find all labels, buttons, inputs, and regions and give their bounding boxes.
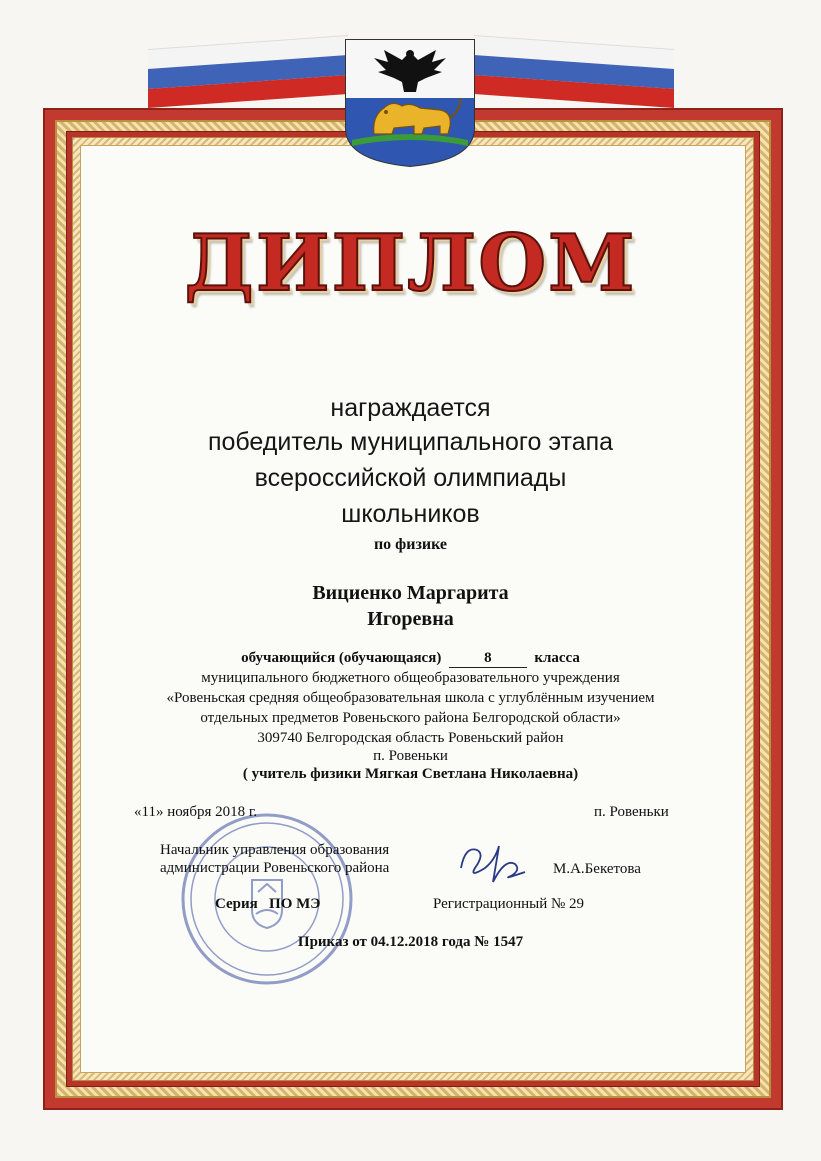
issue-date: «11» ноября 2018 г.	[134, 804, 258, 820]
award-line-2: победитель муниципального этапа	[207, 428, 614, 456]
grade-suffix: класса	[534, 650, 580, 666]
award-line-3: всероссийской олимпиады	[254, 464, 567, 492]
teacher-line: ( учитель физики Мягкая Светлана Николаевна)	[242, 766, 579, 782]
russian-flag-right	[474, 35, 674, 107]
russian-flag-left	[148, 35, 348, 107]
order-line: Приказ от 04.12.2018 года № 1547	[297, 934, 524, 950]
grade-line	[0, 650, 821, 668]
award-line-1: награждается	[330, 394, 491, 422]
series: Серия ПО МЭ	[215, 896, 321, 912]
issue-place: п. Ровеньки	[594, 804, 669, 820]
signature-icon	[455, 838, 530, 888]
school-line-2: «Ровеньская средняя общеобразовательная школа с углублённым изучением	[166, 690, 655, 706]
official-title-line-2: администрации Ровеньского района	[160, 860, 390, 876]
belgorod-coat-of-arms-icon	[344, 38, 476, 168]
award-line-4: школьников	[341, 500, 480, 528]
recipient-name-line-2: Игоревна	[367, 608, 454, 630]
recipient-name-line-1: Вициенко Маргарита	[312, 582, 509, 604]
school-line-3: отдельных предметов Ровеньского района Белгородской области»	[200, 710, 621, 726]
school-line-4: 309740 Белгородская область Ровеньский район	[257, 730, 564, 746]
award-subject: по физике	[373, 536, 448, 553]
official-name: М.А.Бекетова	[553, 861, 641, 877]
diploma-title: ДИПЛОМ	[184, 218, 637, 309]
student-label: обучающийся (обучающаяся)	[241, 650, 442, 666]
grade-value: 8	[449, 650, 527, 668]
school-line-1: муниципального бюджетного общеобразовательного учреждения	[201, 670, 620, 686]
official-title-line-1: Начальник управления образования	[160, 842, 390, 858]
registration-number: Регистрационный № 29	[433, 896, 585, 912]
school-line-5: п. Ровеньки	[373, 748, 448, 764]
